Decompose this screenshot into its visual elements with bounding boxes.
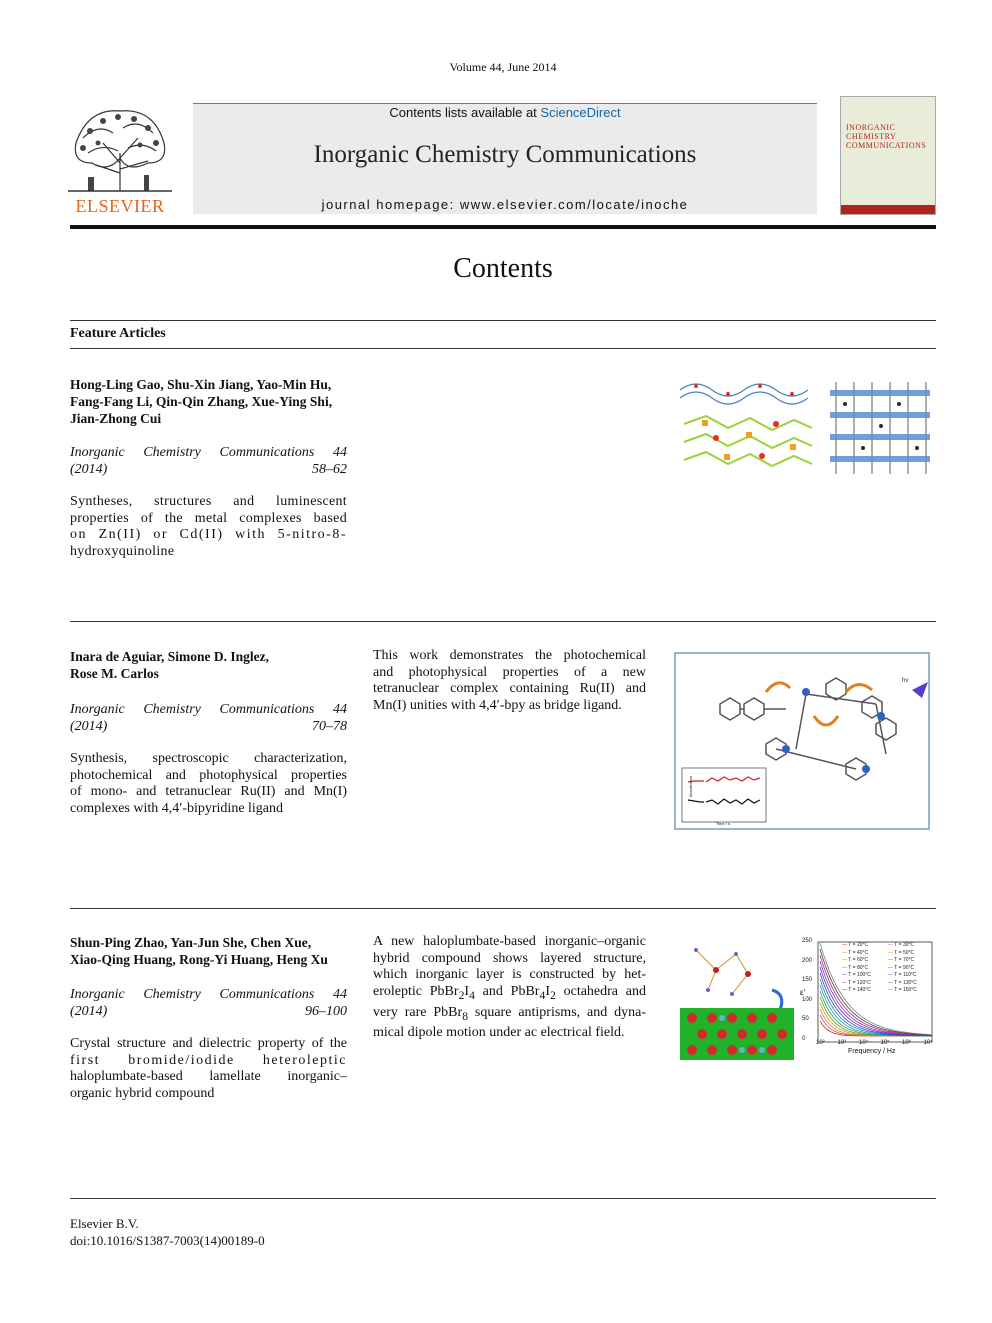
abstract-fragment: square antiprisms, and dyna-	[468, 1004, 646, 1020]
legend-label: T = 100°C	[847, 972, 871, 978]
title-line: first bromide/iodide heteroleptic	[70, 1052, 347, 1068]
title-line: photochemical and photophysical properties	[70, 767, 347, 783]
abstract-line	[373, 1005, 646, 1026]
author-line: Hong-Ling Gao, Shu-Xin Jiang, Yao-Min Hu,	[70, 377, 332, 392]
author-line: Rose M. Carlos	[70, 666, 159, 681]
elsevier-wordmark: ELSEVIER	[75, 196, 165, 216]
legend-label: T = 30°C	[893, 942, 915, 948]
inset-ylabel: Absorbance	[688, 775, 694, 798]
subscript: 8	[462, 1009, 469, 1023]
contents-available-prefix: Contents lists available at	[389, 105, 541, 120]
article-citation[interactable]	[70, 701, 347, 735]
citation-line: (2014) 58–62	[70, 462, 347, 477]
plot-ytick: 250	[802, 938, 813, 944]
graphical-abstract-tetranuclear-complex	[674, 652, 930, 830]
plot-ytick: 200	[802, 957, 813, 964]
plot-legend-entry	[888, 965, 914, 971]
legend-label: T = 150°C	[893, 987, 917, 993]
header-divider	[70, 225, 936, 229]
article-abstract	[373, 934, 646, 1042]
legend-label: T = 20°C	[847, 942, 869, 948]
article-divider	[70, 908, 936, 909]
plot-xtick: 10²	[816, 1040, 825, 1046]
plot-ylabel: ε′	[800, 988, 806, 997]
legend-label: T = 110°C	[893, 972, 917, 978]
citation-line: (2014) 96–100	[70, 1004, 347, 1019]
legend-label: T = 140°C	[847, 987, 871, 993]
article-abstract	[373, 648, 646, 715]
title-line: properties of the metal complexes based	[70, 510, 347, 526]
plot-legend-entry	[888, 987, 917, 993]
title-line: on Zn(II) or Cd(II) with 5-nitro-8-	[70, 527, 347, 543]
plot-legend-entry	[888, 972, 917, 978]
inset-xlabel: Time / s	[716, 821, 731, 826]
abstract-fragment: octahedra and	[555, 984, 647, 1000]
journal-cover-thumbnail	[840, 96, 936, 215]
footer-publisher: Elsevier B.V.	[70, 1216, 139, 1231]
plot-ytick: 100	[802, 996, 813, 1003]
section-rule-bottom	[70, 348, 936, 349]
svg-text:hν: hν	[902, 678, 909, 684]
cover-red-band	[841, 205, 935, 214]
abstract-line: This work demonstrates the photochemical	[373, 648, 646, 663]
plot-legend-entry	[842, 965, 868, 971]
plot-ytick: 50	[802, 1016, 809, 1022]
subscript: 4	[539, 988, 546, 1002]
abstract-line: Mn(I) unities with 4,4′-bpy as bridge ligand.	[373, 698, 622, 714]
legend-swatch: —	[888, 979, 893, 986]
abstract-fragment: and PbBr	[474, 984, 540, 1000]
plot-legend-entry	[842, 942, 868, 948]
title-line: hydroxyquinoline	[70, 544, 175, 560]
cover-title-line: INORGANIC	[846, 123, 896, 132]
abstract-line: tetranuclear complex containing Ru(II) and	[373, 681, 646, 697]
volume-line: Volume 44, June 2014	[449, 60, 557, 74]
legend-swatch: —	[888, 987, 893, 993]
author-line: Xiao-Qing Huang, Rong-Yi Huang, Heng Xu	[70, 952, 328, 967]
plot-legend-entry	[842, 957, 868, 963]
journal-homepage[interactable]: journal homepage: www.elsevier.com/locate/inoche	[321, 197, 689, 212]
plot-legend-entry	[888, 942, 914, 948]
article-authors	[70, 376, 350, 427]
plot-xtick: 10⁵	[880, 1040, 890, 1046]
article-authors	[70, 648, 350, 682]
plot-legend-entry	[888, 980, 917, 986]
article-citation[interactable]	[70, 444, 347, 478]
abstract-line: hybrid compound shows layered structure,	[373, 950, 646, 966]
dielectric-plot	[800, 936, 936, 1060]
title-line: Crystal structure and dielectric property of the	[70, 1036, 347, 1051]
citation-line: Inorganic Chemistry Communications 44	[70, 445, 347, 460]
legend-label: T = 120°C	[847, 979, 871, 986]
plot-series-line	[820, 955, 932, 1035]
legend-swatch: —	[842, 949, 847, 956]
footer-rule	[70, 1198, 936, 1199]
legend-swatch: —	[842, 964, 847, 971]
legend-label: T = 50°C	[893, 949, 915, 956]
legend-swatch: —	[888, 957, 893, 963]
abstract-line: A new haloplumbate-based inorganic–organic	[373, 934, 646, 949]
legend-swatch: —	[842, 987, 847, 993]
subscript: 2	[549, 988, 556, 1002]
plot-series-line	[820, 1015, 932, 1036]
abstract-fragment: I	[545, 984, 550, 1000]
title-line: haloplumbate-based lamellate inorganic–	[70, 1069, 347, 1085]
subscript: 2	[458, 988, 465, 1002]
section-rule-top	[70, 320, 936, 321]
abstract-line: and photophysical properties of a new	[373, 664, 646, 680]
title-line: organic hybrid compound	[70, 1086, 215, 1102]
sciencedirect-link[interactable]: ScienceDirect	[540, 105, 621, 120]
subscript: 4	[469, 988, 475, 1002]
legend-swatch: —	[842, 979, 847, 986]
citation-line: Inorganic Chemistry Communications 44	[70, 987, 347, 1002]
plot-legend-entry	[888, 950, 914, 956]
author-line: Fang-Fang Li, Qin-Qin Zhang, Xue-Ying Shi,	[70, 394, 333, 409]
article-citation[interactable]	[70, 986, 347, 1020]
author-line: Inara de Aguiar, Simone D. Inglez,	[70, 649, 270, 664]
article-divider	[70, 621, 936, 622]
legend-swatch: —	[888, 949, 893, 956]
contents-available-line	[193, 105, 817, 120]
cover-title-line: CHEMISTRY	[846, 132, 897, 141]
legend-label: T = 40°C	[847, 949, 869, 956]
legend-swatch: —	[888, 972, 893, 978]
graphical-abstract-crystal-structures	[676, 376, 936, 480]
plot-xtick: 10⁶	[902, 1040, 912, 1046]
article-authors	[70, 934, 350, 968]
legend-label: T = 70°C	[893, 957, 915, 963]
plot-xtick: 10⁷	[923, 1040, 933, 1046]
plot-legend-entry	[842, 950, 868, 956]
abstract-line: which inorganic layer is constructed by het-	[373, 967, 646, 983]
title-line: Synthesis, spectroscopic characterization,	[70, 751, 347, 766]
page-title: Contents	[453, 253, 553, 284]
plot-legend-entry	[888, 957, 914, 963]
plot-xtick: 10⁴	[859, 1040, 869, 1046]
author-line: Shun-Ping Zhao, Yan-Jun She, Chen Xue,	[70, 935, 312, 950]
article-title[interactable]	[70, 751, 347, 818]
legend-swatch: —	[842, 972, 847, 978]
footer-doi[interactable]: doi:10.1016/S1387-7003(14)00189-0	[70, 1233, 265, 1248]
title-line: of mono- and tetranuclear Ru(II) and Mn(I)	[70, 784, 347, 800]
author-line: Jian-Zhong Cui	[70, 411, 162, 426]
abstract-fragment: very rare PbBr	[373, 1004, 463, 1020]
molecule-illustration	[676, 654, 928, 828]
legend-swatch: —	[888, 942, 893, 948]
article-title[interactable]	[70, 494, 347, 561]
plot-ytick: 0	[802, 1035, 806, 1042]
abstract-line: mical dipole motion under ac electrical field.	[373, 1025, 625, 1041]
legend-swatch: —	[842, 957, 847, 963]
abstract-fragment: I	[464, 984, 470, 1000]
plot-legend-entry	[842, 972, 871, 978]
legend-swatch: —	[842, 942, 847, 948]
legend-label: T = 80°C	[847, 964, 869, 971]
plot-legend-entry	[842, 987, 871, 993]
title-line: complexes with 4,4′-bipyridine ligand	[70, 801, 284, 817]
title-line: Syntheses, structures and luminescent	[70, 494, 347, 509]
legend-label: T = 130°C	[893, 979, 917, 986]
cover-title-line: COMMUNICATIONS	[846, 141, 927, 150]
section-heading: Feature Articles	[70, 326, 166, 341]
journal-title: Inorganic Chemistry Communications	[313, 141, 697, 168]
abstract-fragment: eroleptic PbBr	[373, 984, 459, 1000]
citation-line: Inorganic Chemistry Communications 44	[70, 702, 347, 717]
plot-legend-entry	[842, 980, 871, 986]
abstract-line	[373, 984, 646, 1005]
plot-xtick: 10³	[837, 1040, 847, 1046]
article-title[interactable]	[70, 1036, 347, 1103]
plot-xlabel: Frequency / Hz	[848, 1048, 896, 1055]
legend-label: T = 90°C	[893, 964, 915, 971]
legend-swatch: —	[888, 964, 893, 971]
graphical-abstract-layer-structure	[676, 934, 798, 1062]
citation-line: (2014) 70–78	[70, 719, 347, 734]
legend-label: T = 60°C	[847, 957, 869, 963]
plot-ytick: 150	[802, 977, 813, 983]
